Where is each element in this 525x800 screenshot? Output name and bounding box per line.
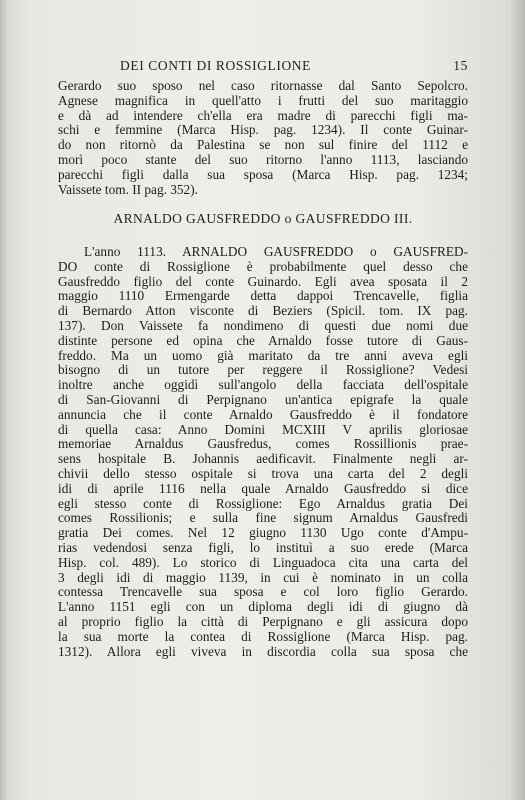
- text-line: DO conte di Rossiglione è probabilmente quel desso che: [58, 259, 468, 274]
- text-line: parecchi figli dalla sua sposa (Marca Hisp. pag. 1234;: [58, 167, 468, 182]
- text-line: di Bernardo Atton visconte di Beziers (Spicil. tom. IX pag.: [58, 304, 468, 319]
- text-line: egli stesso conte di Rossiglione: Ego Arnaldus gratia Dei: [58, 496, 468, 511]
- text-line: memoriae Arnaldus Gausfredus, comes Rossillionis prae-: [58, 437, 468, 452]
- text-line: Agnese magnifica in quell'atto i frutti del suo maritaggio: [58, 93, 468, 108]
- text-line: inoltre anche oggidì sull'angolo della facciata dell'ospitale: [58, 378, 468, 393]
- text-line: contessa Trencavelle sua sposa e col loro figlio Gerardo.: [58, 585, 468, 600]
- text-line: gratia Dei comes. Nel 12 giugno 1130 Ugo conte d'Ampu-: [58, 526, 468, 541]
- text-line: maggio 1110 Ermengarde detta dappoi Trencavelle, figlia: [58, 289, 468, 304]
- section-paragraph: [58, 245, 468, 659]
- running-title: DEI CONTI DI ROSSIGLIONE: [120, 58, 312, 73]
- text-line: rias vedendosi senza figli, lo instituì a suo erede (Marca: [58, 540, 468, 555]
- text-line: 137). Don Vaissete fa nondimeno di questi due nomi due: [58, 318, 468, 333]
- text-line: di San-Giovanni di Perpignano un'antica epigrafe la quale: [58, 392, 468, 407]
- text-line: annuncia che il conte Arnaldo Gausfreddo è il fondatore: [58, 407, 468, 422]
- paragraph-continuation: [58, 79, 468, 197]
- section-heading: ARNALDO GAUSFREDDO o GAUSFREDDO III.: [113, 211, 413, 226]
- text-line: Gerardo suo sposo nel caso ritornasse dal Santo Sepolcro.: [58, 79, 468, 93]
- text-line: comes Rossilionis; e sulla fine signum Arnaldus Gausfredi: [58, 511, 468, 526]
- text-line: bisogno di un tutore per reggere il Rossiglione? Vedesi: [58, 363, 468, 378]
- text-line: Vaissete tom. II pag. 352).: [58, 182, 198, 197]
- text-line: Gausfreddo figlio del conte Guinardo. Egli avea sposata il 2: [58, 274, 468, 289]
- text-line: freddo. Ma un uomo già maritato da tre anni aveva egli: [58, 348, 468, 363]
- text-line: la sua morte la contea di Rossiglione (Marca Hisp. pag.: [58, 629, 468, 644]
- text-line: morì poco stante del suo ritorno l'anno 1113, lasciando: [58, 152, 468, 167]
- text-line: idi di aprile 1116 nella quale Arnaldo Gausfreddo si dice: [58, 481, 468, 496]
- page-left-edge: [0, 0, 8, 800]
- text-line: L'anno 1113. ARNALDO GAUSFREDDO o GAUSFRED-: [84, 245, 468, 259]
- text-line: distinte persone ed opina che Arnaldo fosse tutore di Gaus-: [58, 333, 468, 348]
- text-line: schi e femmine (Marca Hisp. pag. 1234). Il conte Guinar-: [58, 123, 468, 138]
- text-line: sens hospitale B. Johannis aedificavit. Finalmente negli ar-: [58, 452, 468, 467]
- text-line: Hisp. col. 489). Lo storico di Linguadoca cita una carta del: [58, 555, 468, 570]
- text-line: al proprio figlio la città di Perpignano e gli assicura dopo: [58, 614, 468, 629]
- text-line: 3 degli idi di maggio 1139, in cui è nominato in un colla: [58, 570, 468, 585]
- text-line: chivii dello stesso ospitale si trova una carta del 2 degli: [58, 466, 468, 481]
- page-right-edge: [511, 0, 525, 800]
- text-line: 1312). Allora egli viveva in discordia colla sua sposa che: [58, 644, 468, 659]
- page-number: 15: [453, 58, 468, 73]
- text-line: di quella casa: Anno Domini MCXIII V aprilis gloriosae: [58, 422, 468, 437]
- text-line: do non ritornò da Palestina se non sul finire del 1112 e: [58, 138, 468, 153]
- text-line: e dà ad intendere ch'ella era madre di parecchi figli ma-: [58, 108, 468, 123]
- text-line: L'anno 1151 egli con un diploma degli idi di giugno dà: [58, 600, 468, 615]
